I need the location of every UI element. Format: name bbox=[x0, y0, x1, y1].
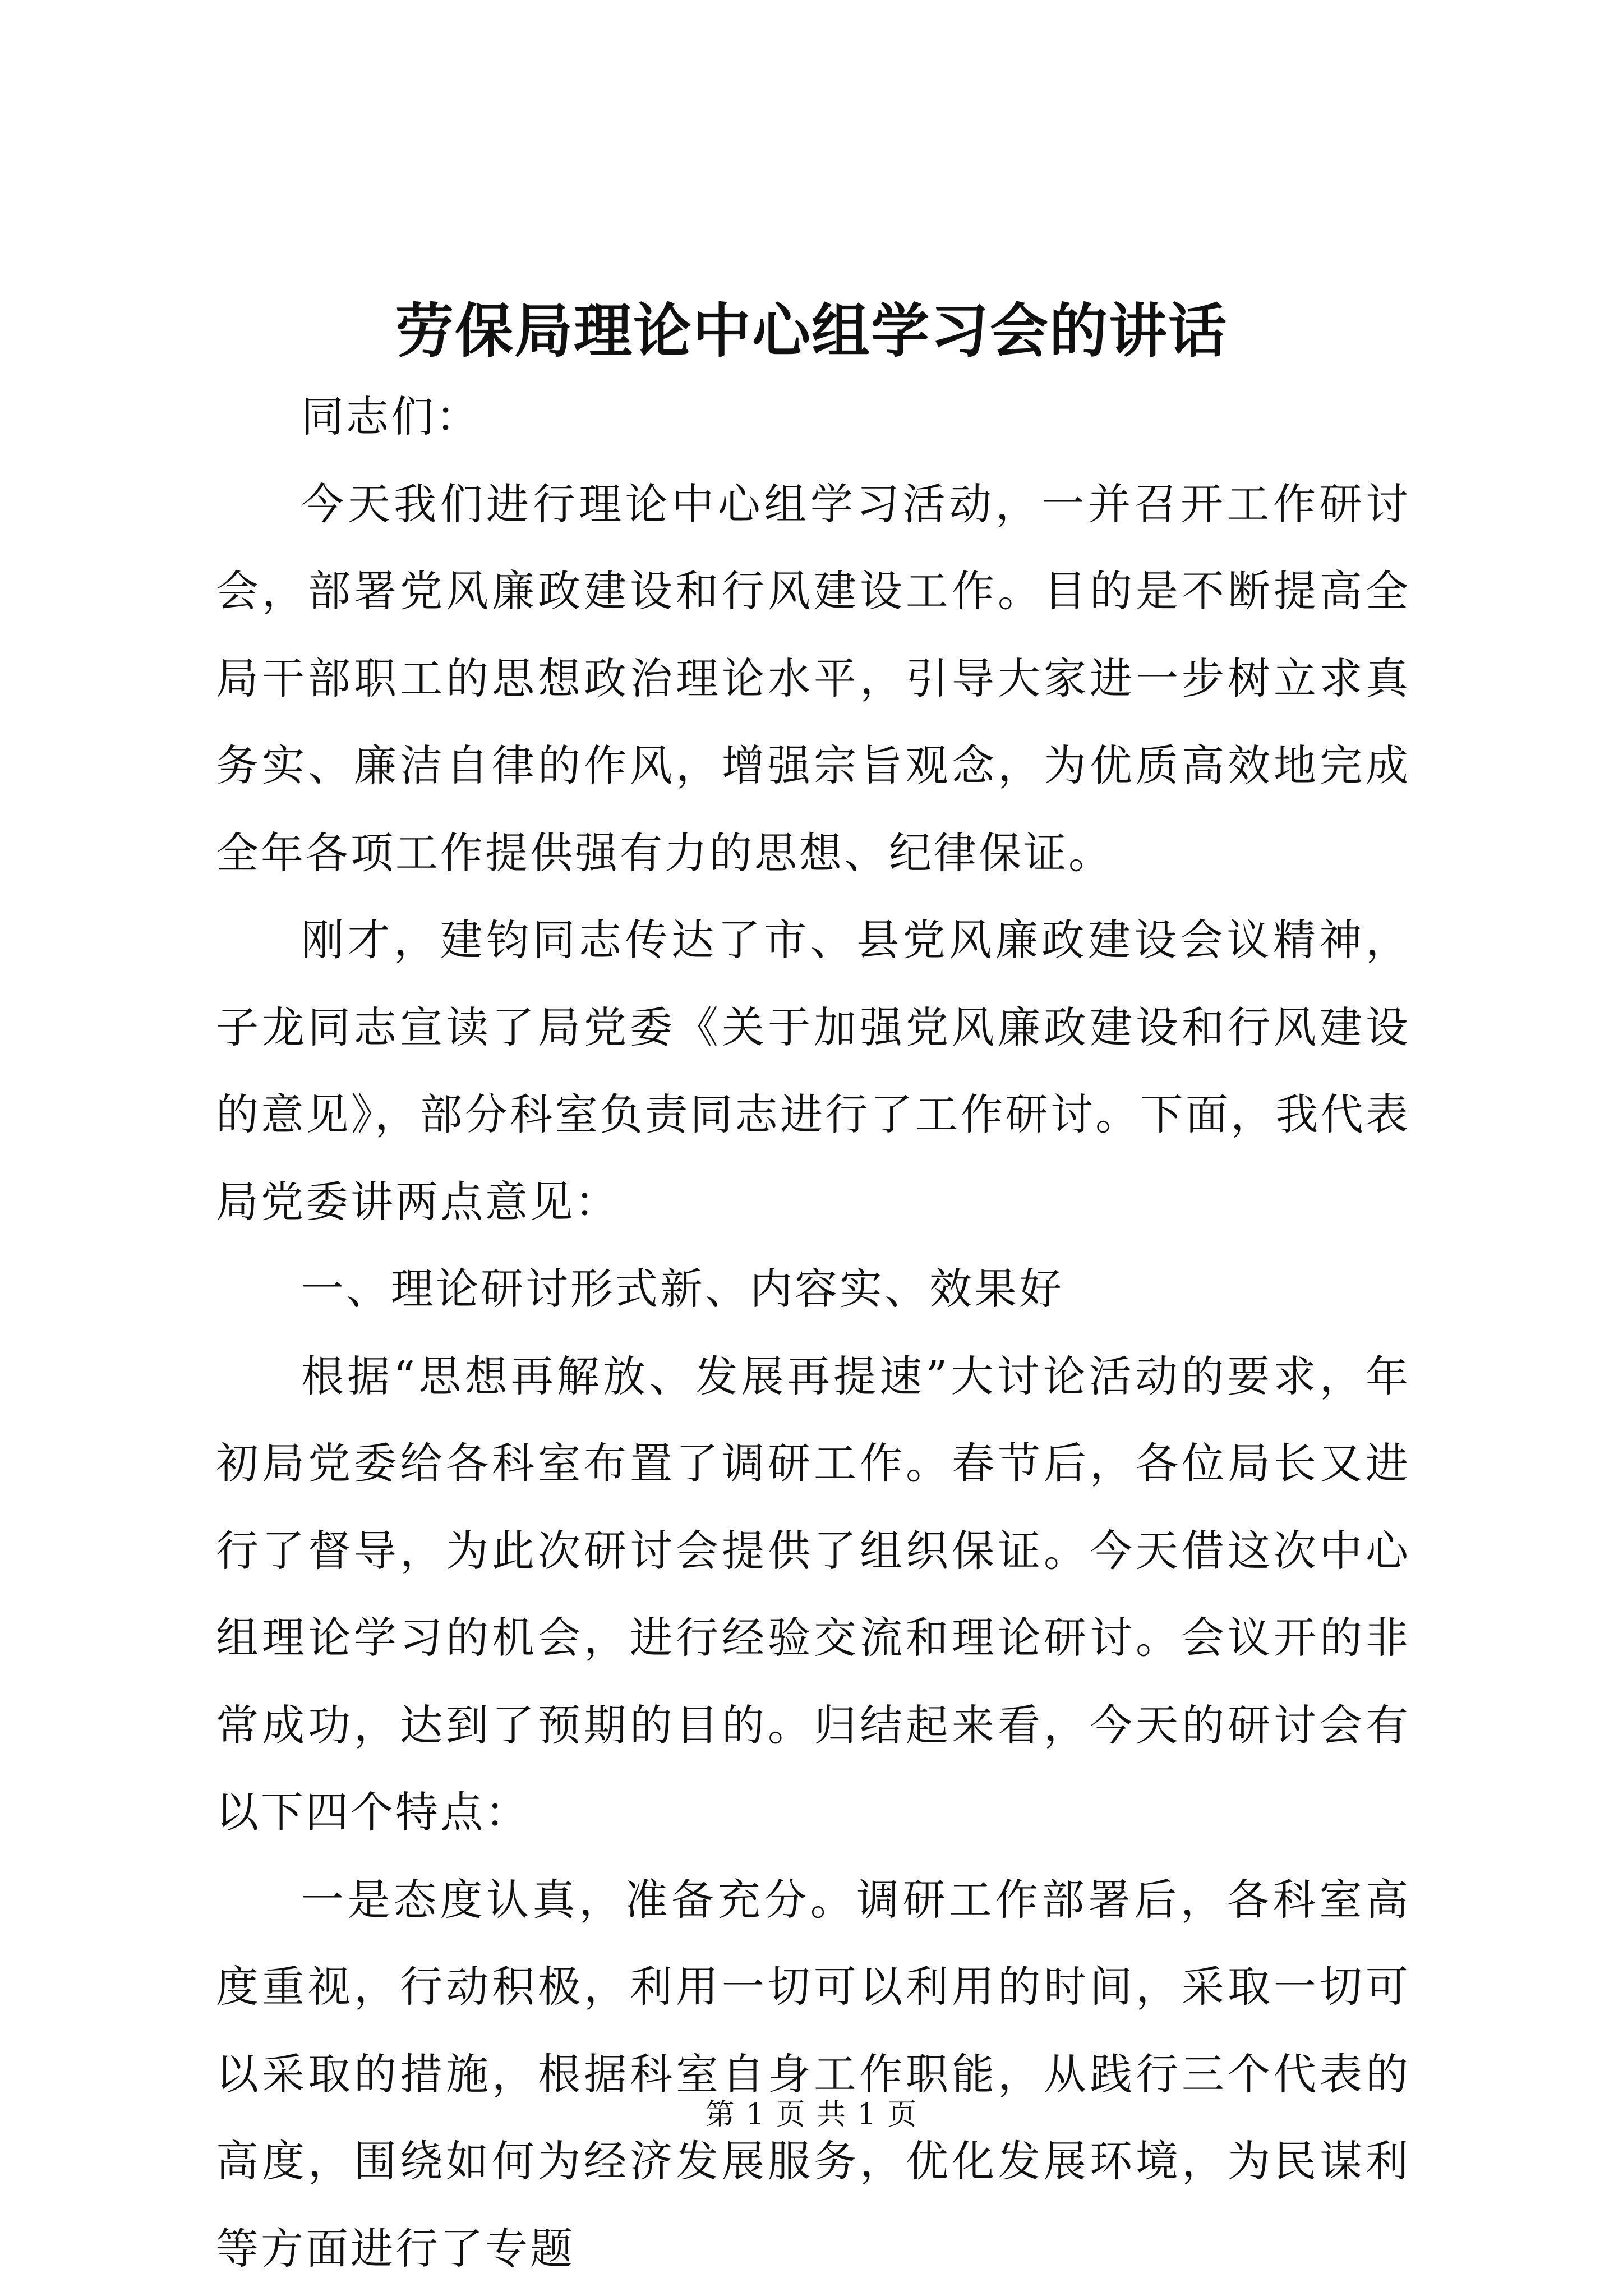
paragraph: 今天我们进行理论中心组学习活动，一并召开工作研讨会，部署党风廉政建设和行风建设工作。目的是不断提高全局干部职工的思想政治理论水平，引导大家进一步树立求真务实、廉洁自律的作风，增强宗旨观念，为优质高效地完成全年各项工作提供强有力的思想、纪律保证。 bbox=[216, 478, 1410, 878]
section-heading: 一、理论研讨形式新、内容实、效果好 bbox=[301, 1264, 1064, 1314]
paragraph: 根据“思想再解放、发展再提速”大讨论活动的要求，年初局党委给各科室布置了调研工作。春节后，各位局长又进行了督导，为此次研讨会提供了组织保证。今天借这次中心组理论学习的机会，进行经验交流和理论研讨。会议开的非常成功，达到了预期的目的。归结起来看，今天的研讨会有以下四个特点： bbox=[216, 1351, 1410, 1837]
paragraph: 一是态度认真，准备充分。调研工作部署后，各科室高度重视，行动积极，利用一切可以利用的时间，采取一切可以采取的措施，根据科室自身工作职能，从践行三个代表的高度，围绕如何为经济发展服务，优化发展环境，为民谋利等方面进行了专题 bbox=[216, 1874, 1410, 2274]
paragraph: 刚才，建钧同志传达了市、县党风廉政建设会议精神，子龙同志宣读了局党委《关于加强党风廉政建设和行风建设的意见》，部分科室负责同志进行了工作研讨。下面，我代表局党委讲两点意见： bbox=[216, 915, 1410, 1227]
salutation: 同志们： bbox=[301, 392, 481, 441]
document-body bbox=[216, 373, 1410, 2292]
document-title: 劳保局理论中心组学习会的讲话 bbox=[395, 296, 1228, 365]
page-footer: 第 1 页 共 1 页 bbox=[705, 2098, 918, 2132]
